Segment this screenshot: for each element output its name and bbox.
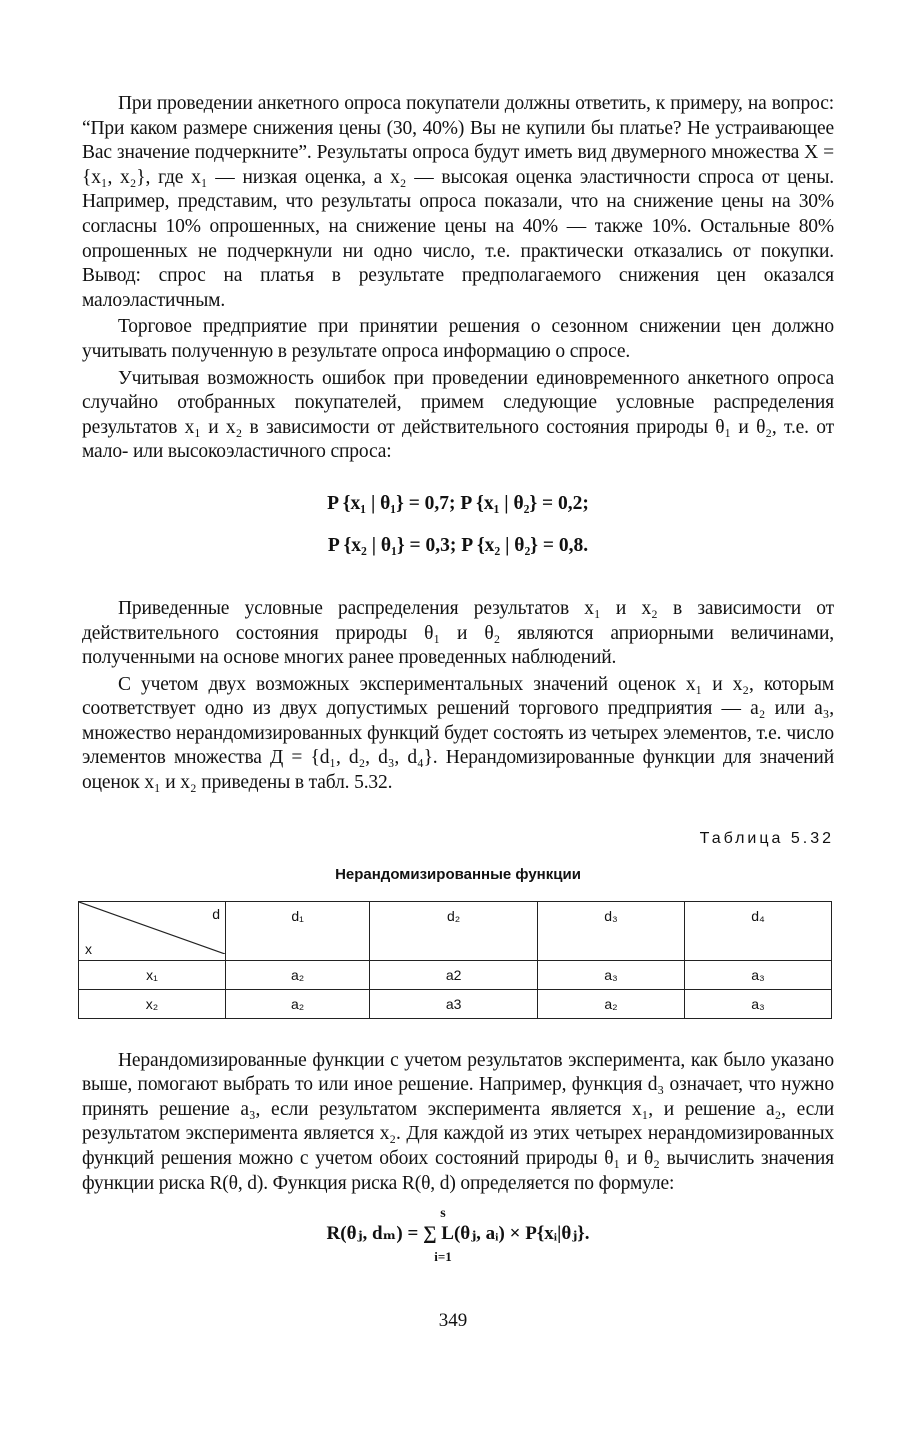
table-cell: a₂ bbox=[226, 989, 370, 1018]
risk-formula bbox=[82, 1206, 834, 1265]
table-cell: a₂ bbox=[226, 960, 370, 989]
corner-label-d: d bbox=[212, 905, 220, 922]
paragraph-risk-function: Нерандомизированные функции с учетом результатов эксперимента, как было указано выше, помогают выбрать то или иное решение. Например, функция d₃ означает, что нужно принять решение a₃, если результатом эксперимента является x₁, и решение a₂, если результатом эксперимента является x₂. Для каждой из этих четырех нерандомизированных функций решения можно с учетом обоих состояний природы θ₁ и θ₂ вычислить значения функции риска R(θ, d). Функция риска R(θ, d) определяется по формуле: bbox=[82, 1049, 834, 1194]
formula-line-1: P {x₁ | θ₁} = 0,7; P {x₁ | θ₂} = 0,2; bbox=[327, 492, 589, 514]
table-row bbox=[79, 989, 832, 1018]
header-d2: d₂ bbox=[370, 901, 538, 960]
nonrandomized-functions-table bbox=[78, 901, 832, 1019]
sum-upper-limit: s bbox=[440, 1206, 446, 1222]
table-cell: a₃ bbox=[538, 960, 685, 989]
table-cell: a3 bbox=[370, 989, 538, 1018]
table-cell: a₂ bbox=[538, 989, 685, 1018]
table-title: Нерандомизированные функции bbox=[335, 865, 581, 883]
header-d1: d₁ bbox=[226, 901, 370, 960]
risk-formula-main: R(θⱼ, dₘ) = ∑ L(θⱼ, aᵢ) × P{xᵢ|θⱼ}. bbox=[326, 1223, 590, 1245]
table-corner-cell bbox=[79, 901, 226, 960]
row-label-x1: x₁ bbox=[79, 960, 226, 989]
table-cell: a₃ bbox=[684, 989, 831, 1018]
table-caption: Таблица 5.32 bbox=[699, 829, 834, 847]
table-cell: a2 bbox=[370, 960, 538, 989]
table-header-row bbox=[79, 901, 832, 960]
paragraph-distributions: Учитывая возможность ошибок при проведении единовременного анкетного опроса случайно отобранных покупателей, примем следующие условные распределения результатов x₁ и x₂ в зависимости от действительного состояния природы θ₁ и θ₂, т.е. от мало- или высокоэластичного спроса: bbox=[82, 367, 834, 463]
table-cell: a₃ bbox=[684, 960, 831, 989]
diagonal-line bbox=[79, 902, 225, 954]
page-number: 349 bbox=[438, 1310, 468, 1331]
paragraph-functions-set: С учетом двух возможных экспериментальных значений оценок x₁ и x₂, которым соответствует одно из двух допустимых решений торгового предприятия — a₂ или a₃, множество нерандомизированных функций будет состоять из четырех элементов, т.е. число элементов множества Д = {d₁, d₂, d₃, d₄}. Нерандомизированные функции для значений оценок x₁ и x₂ приведены в табл. 5.32. bbox=[82, 673, 834, 794]
header-d4: d₄ bbox=[684, 901, 831, 960]
sum-lower-limit: i=1 bbox=[434, 1249, 452, 1265]
header-d3: d₃ bbox=[538, 901, 685, 960]
conditional-probabilities bbox=[82, 483, 834, 567]
row-label-x2: x₂ bbox=[79, 989, 226, 1018]
paragraph-apriori: Приведенные условные распределения результатов x₁ и x₂ в зависимости от действительного состояния природы θ₁ и θ₂ являются априорными величинами, полученными на основе многих ранее проведенных наблюдений. bbox=[82, 597, 834, 669]
formula-line-2: P {x₂ | θ₁} = 0,3; P {x₂ | θ₂} = 0,8. bbox=[327, 534, 589, 556]
corner-label-x: x bbox=[85, 940, 92, 957]
table-row bbox=[79, 960, 832, 989]
paragraph-enterprise: Торговое предприятие при принятии решения о сезонном снижении цен должно учитывать полученную в результате опроса информацию о спросе. bbox=[82, 316, 834, 362]
page-content bbox=[82, 92, 834, 1265]
paragraph-survey: При проведении анкетного опроса покупатели должны ответить, к примеру, на вопрос: “При каком размере снижения цены (30, 40%) Вы не купили бы платье? Не устраивающее Вас значение подчеркните”. Результаты опроса будут иметь вид двумерного множества X = {x₁, x₂}, где x₁ — низкая оценка, а x₂ — высокая оценка эластичности спроса от цены. Например, представим, что результаты опроса показали, что на снижение цены на 30% согласны 10% опрошенных, на снижение цены на 40% — также 10%. Остальные 80% опрошенных не подчеркнули ни одно число, т.е. практически отказались от покупки. Вывод: спрос на платья в результате предполагаемого снижения цен оказался малоэластичным. bbox=[82, 93, 834, 311]
